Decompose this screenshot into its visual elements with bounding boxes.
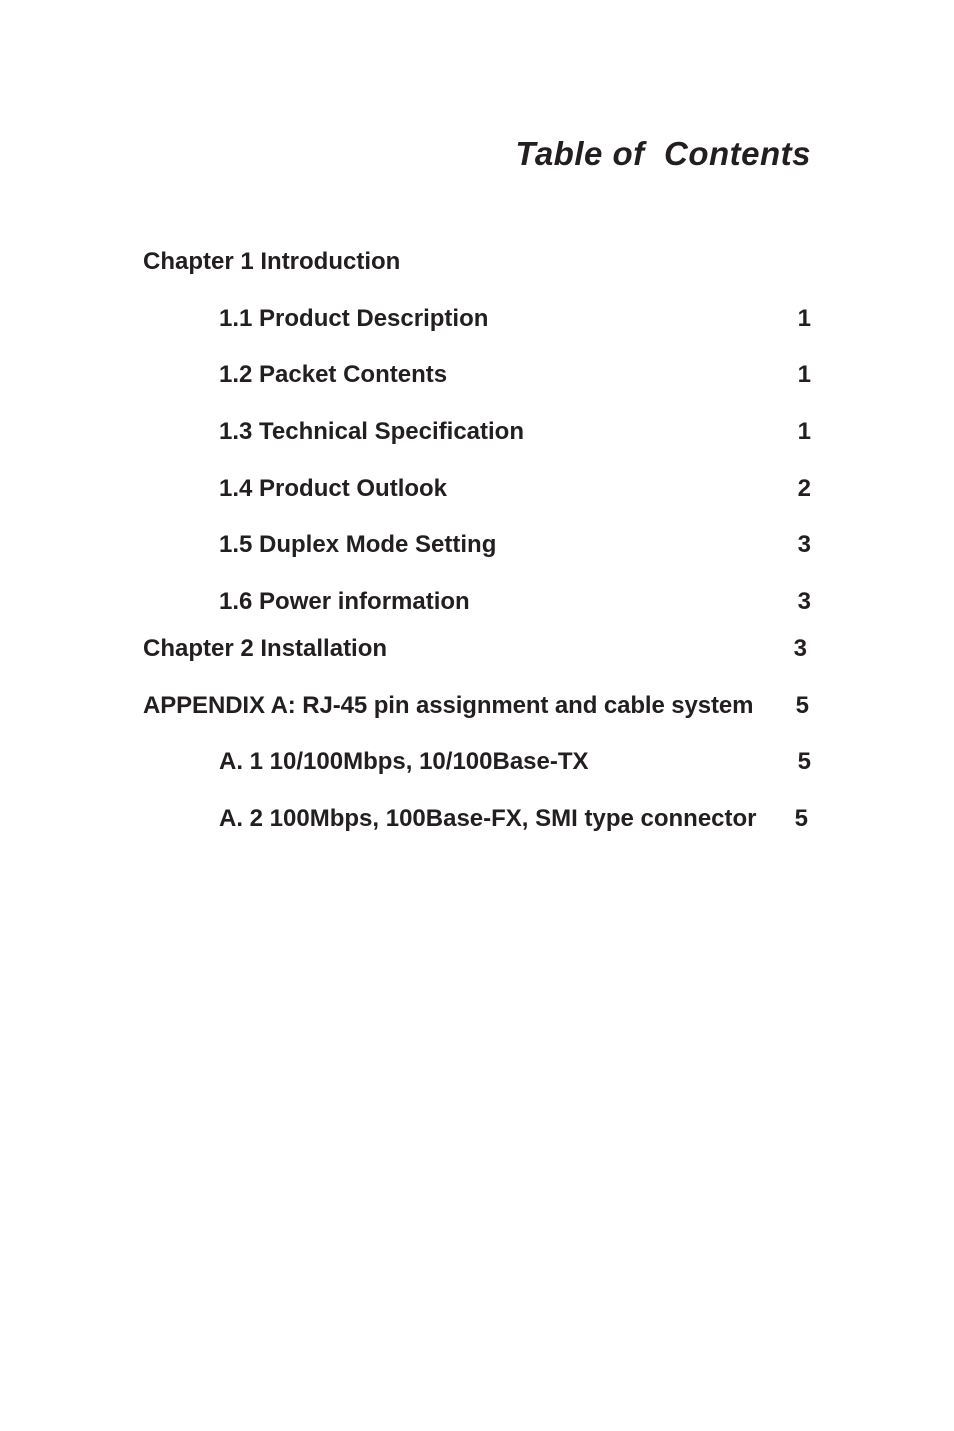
toc-entry-label: Chapter 2 Installation [143, 635, 388, 662]
toc-section-1-4 [143, 472, 811, 506]
toc-page-number: 5 [795, 692, 809, 719]
toc-entry-label: 1.2 Packet Contents [219, 361, 448, 388]
toc-entry-label: 1.4 Product Outlook [219, 475, 448, 502]
toc-entry-label: Chapter 1 Introduction [143, 248, 401, 275]
toc-appendix-a-1 [143, 745, 811, 779]
toc-page-number: 3 [797, 588, 811, 615]
toc-entry-label: A. 2 100Mbps, 100Base-FX, SMI type connector [219, 805, 757, 832]
toc-section-1-6 [143, 585, 811, 619]
toc-section-1-2 [143, 358, 811, 392]
toc-entry-label: 1.5 Duplex Mode Setting [219, 531, 497, 558]
page-title: Table of Contents [515, 135, 811, 172]
toc-appendix-a-2 [143, 802, 811, 836]
toc-entry-label: A. 1 10/100Mbps, 10/100Base-TX [219, 748, 589, 775]
table-of-contents [143, 0, 811, 900]
toc-section-1-5 [143, 528, 811, 562]
toc-entry-label: 1.6 Power information [219, 588, 470, 615]
toc-page-number: 5 [797, 748, 811, 775]
toc-page-number: 3 [793, 635, 807, 662]
toc-section-1-1 [143, 302, 811, 336]
toc-page-number: 1 [797, 305, 811, 332]
toc-appendix-a [143, 689, 811, 723]
toc-page-number: 5 [794, 805, 808, 832]
toc-chapter-1 [143, 245, 811, 279]
toc-entry-label: 1.3 Technical Specification [219, 418, 524, 445]
toc-page-number: 3 [797, 531, 811, 558]
toc-page-number: 1 [797, 418, 811, 445]
toc-entry-label: 1.1 Product Description [219, 305, 489, 332]
toc-page-number: 2 [797, 475, 811, 502]
toc-chapter-2 [143, 632, 811, 666]
toc-page-number: 1 [797, 361, 811, 388]
toc-entry-label: APPENDIX A: RJ-45 pin assignment and cable system [143, 692, 754, 719]
toc-section-1-3 [143, 415, 811, 449]
